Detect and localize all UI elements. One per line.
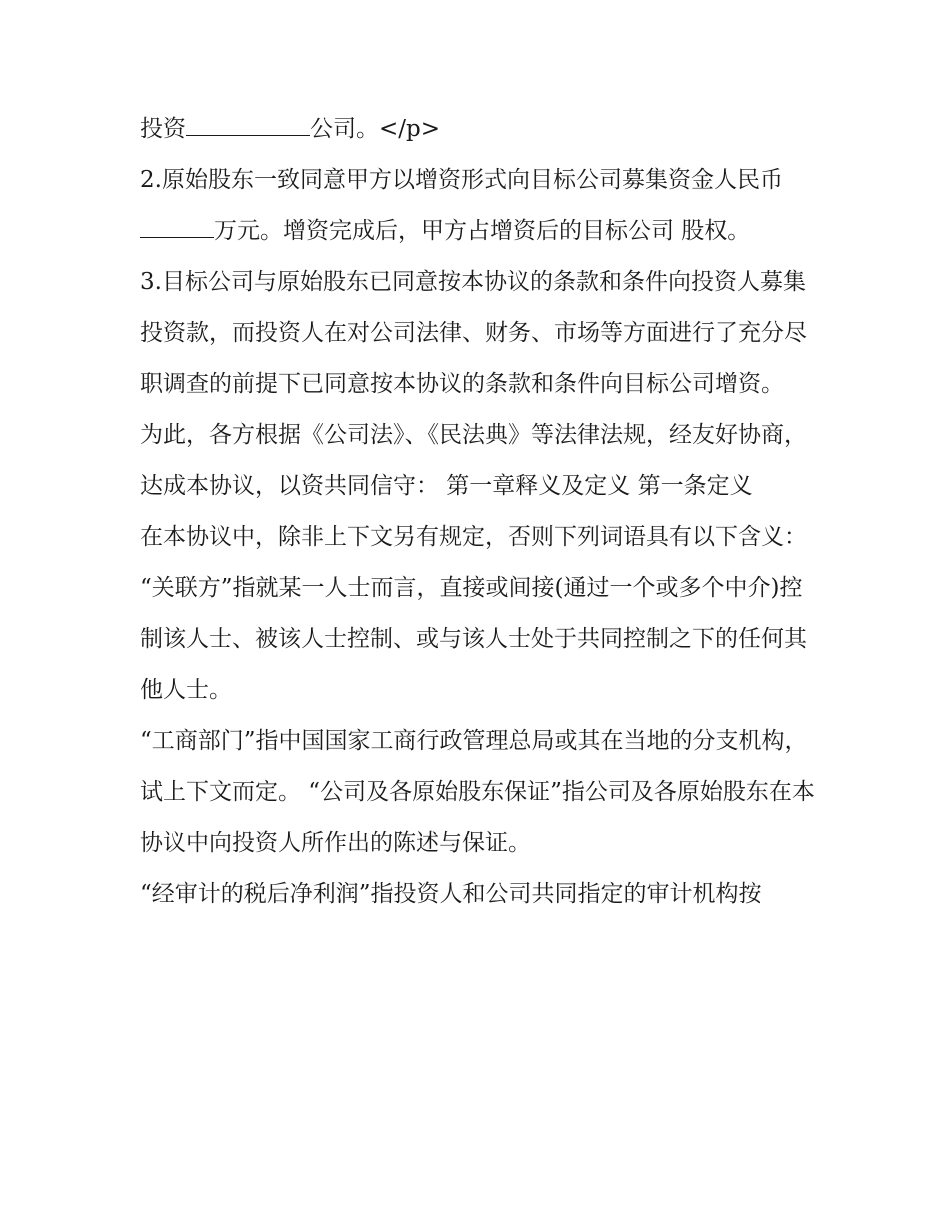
paragraph-clause-3: 3.目标公司与原始股东已同意按本协议的条款和条件向投资人募集投资款，而投资人在对公司法律、财务、市场等方面进行了充分尽职调查的前提下已同意按本协议的条款和条件向目标公司增资。 bbox=[140, 269, 807, 397]
text-segment: 公司。</p> bbox=[310, 116, 441, 142]
document-body bbox=[140, 104, 820, 920]
fill-in-blank-amount bbox=[140, 217, 214, 238]
paragraph-definition-affiliate: “关联方”指就某一人士而言，直接或间接(通过一个或多个中介)控制该人士、被该人士控制、或与该人士处于共同控制之下的任何其他人士。 bbox=[140, 575, 807, 703]
paragraph-definition-net-profit: “经审计的税后净利润”指投资人和公司共同指定的审计机构按 bbox=[140, 881, 762, 907]
paragraph-agreement-basis: 为此，各方根据《公司法》、《民法典》等法律法规，经友好协商，达成本协议，以资共同信守： 第一章释义及定义 第一条定义 bbox=[140, 422, 807, 499]
fill-in-blank-company bbox=[186, 115, 310, 136]
paragraph-clause-2 bbox=[140, 155, 820, 257]
text-segment: 万元。增资完成后，甲方占增资后的目标公司 股权。 bbox=[214, 218, 751, 244]
paragraph-definition-business-dept: “工商部门”指中国国家工商行政管理总局或其在当地的分支机构，试上下文而定。 “公司及各原始股东保证”指公司及各原始股东在本协议中向投资人所作出的陈述与保证。 bbox=[140, 728, 815, 856]
text-segment: 2.原始股东一致同意甲方以增资形式向目标公司募集资金人民币 bbox=[140, 167, 783, 193]
paragraph-definitions-intro: 在本协议中，除非上下文另有规定，否则下列词语具有以下含义： bbox=[140, 524, 807, 550]
paragraph-investment-company bbox=[140, 104, 820, 155]
text-segment: 投资 bbox=[140, 116, 186, 142]
